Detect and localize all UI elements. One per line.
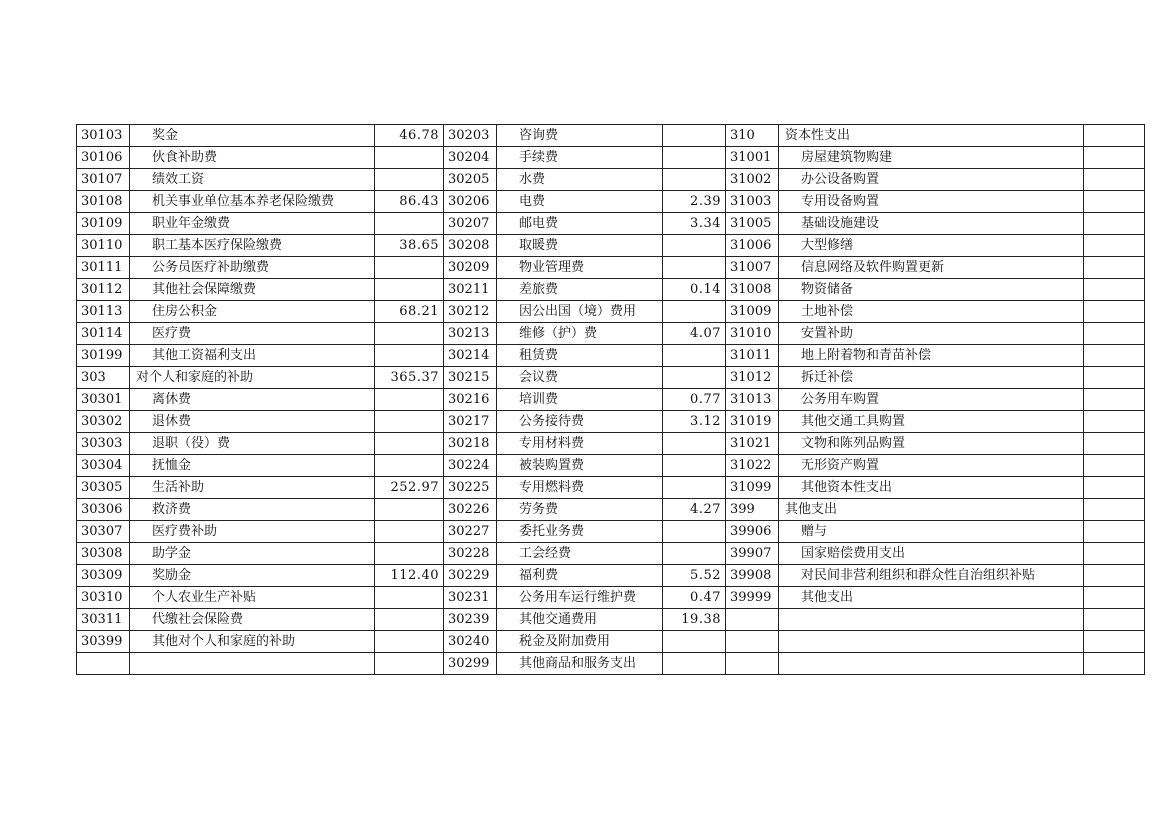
account-code-cell: 31003: [726, 191, 779, 213]
account-name-cell: 拆迁补偿: [779, 367, 1084, 389]
amount-cell: [375, 345, 444, 367]
account-code-cell: 30311: [77, 609, 130, 631]
amount-cell: [663, 147, 726, 169]
account-name-cell: 专用设备购置: [779, 191, 1084, 213]
account-name-cell: 退休费: [130, 411, 375, 433]
account-name-cell: 维修（护）费: [497, 323, 663, 345]
account-code-cell: 30216: [444, 389, 497, 411]
table-row: [77, 521, 1145, 543]
amount-cell: [1084, 587, 1145, 609]
table-row: [77, 191, 1145, 213]
account-name-cell: 其他支出: [779, 587, 1084, 609]
account-name-cell: 租赁费: [497, 345, 663, 367]
account-name-cell: 资本性支出: [779, 125, 1084, 147]
account-code-cell: 30310: [77, 587, 130, 609]
table-row: [77, 565, 1145, 587]
amount-cell: [375, 411, 444, 433]
account-code-cell: 30112: [77, 279, 130, 301]
amount-cell: 68.21: [375, 301, 444, 323]
amount-cell: [663, 367, 726, 389]
amount-cell: [1084, 191, 1145, 213]
account-name-cell: 离休费: [130, 389, 375, 411]
account-name-cell: [779, 609, 1084, 631]
account-code-cell: 30213: [444, 323, 497, 345]
account-name-cell: 大型修缮: [779, 235, 1084, 257]
amount-cell: 86.43: [375, 191, 444, 213]
account-code-cell: 30226: [444, 499, 497, 521]
account-name-cell: [130, 653, 375, 675]
account-name-cell: 邮电费: [497, 213, 663, 235]
account-name-cell: 伙食补助费: [130, 147, 375, 169]
table-row: [77, 323, 1145, 345]
account-name-cell: 劳务费: [497, 499, 663, 521]
account-code-cell: 30227: [444, 521, 497, 543]
account-code-cell: 30229: [444, 565, 497, 587]
table-row: [77, 345, 1145, 367]
account-code-cell: [726, 653, 779, 675]
account-code-cell: 30108: [77, 191, 130, 213]
account-code-cell: 30299: [444, 653, 497, 675]
account-code-cell: 31099: [726, 477, 779, 499]
account-code-cell: 31019: [726, 411, 779, 433]
amount-cell: [1084, 367, 1145, 389]
account-name-cell: 抚恤金: [130, 455, 375, 477]
account-name-cell: [779, 653, 1084, 675]
account-name-cell: 差旅费: [497, 279, 663, 301]
amount-cell: [1084, 345, 1145, 367]
amount-cell: [375, 653, 444, 675]
table-row: [77, 389, 1145, 411]
account-name-cell: 基础设施建设: [779, 213, 1084, 235]
table-row: [77, 213, 1145, 235]
account-name-cell: 其他社会保障缴费: [130, 279, 375, 301]
amount-cell: [663, 235, 726, 257]
account-name-cell: 物资储备: [779, 279, 1084, 301]
amount-cell: 2.39: [663, 191, 726, 213]
account-name-cell: 住房公积金: [130, 301, 375, 323]
account-name-cell: 委托业务费: [497, 521, 663, 543]
account-name-cell: 工会经费: [497, 543, 663, 565]
account-code-cell: 30231: [444, 587, 497, 609]
table-row: [77, 169, 1145, 191]
table-row: [77, 235, 1145, 257]
account-code-cell: 30204: [444, 147, 497, 169]
account-code-cell: 30399: [77, 631, 130, 653]
amount-cell: [375, 499, 444, 521]
account-code-cell: 31010: [726, 323, 779, 345]
amount-cell: 5.52: [663, 565, 726, 587]
account-code-cell: 31022: [726, 455, 779, 477]
account-code-cell: 399: [726, 499, 779, 521]
amount-cell: [375, 213, 444, 235]
amount-cell: 0.47: [663, 587, 726, 609]
table-row: [77, 455, 1145, 477]
account-name-cell: 职业年金缴费: [130, 213, 375, 235]
account-code-cell: 31007: [726, 257, 779, 279]
amount-cell: 3.12: [663, 411, 726, 433]
table-row: [77, 147, 1145, 169]
table-row: [77, 411, 1145, 433]
amount-cell: [1084, 147, 1145, 169]
amount-cell: [1084, 411, 1145, 433]
amount-cell: [663, 169, 726, 191]
account-name-cell: 取暖费: [497, 235, 663, 257]
account-code-cell: 30303: [77, 433, 130, 455]
account-name-cell: 专用材料费: [497, 433, 663, 455]
amount-cell: [1084, 323, 1145, 345]
account-name-cell: 公务接待费: [497, 411, 663, 433]
account-code-cell: 30214: [444, 345, 497, 367]
account-code-cell: 31008: [726, 279, 779, 301]
amount-cell: 4.07: [663, 323, 726, 345]
account-code-cell: 30305: [77, 477, 130, 499]
account-name-cell: 会议费: [497, 367, 663, 389]
amount-cell: [375, 279, 444, 301]
table-row: [77, 631, 1145, 653]
amount-cell: [375, 147, 444, 169]
amount-cell: [1084, 279, 1145, 301]
amount-cell: 365.37: [375, 367, 444, 389]
amount-cell: 0.77: [663, 389, 726, 411]
amount-cell: [1084, 169, 1145, 191]
account-code-cell: 30199: [77, 345, 130, 367]
account-code-cell: 30203: [444, 125, 497, 147]
account-name-cell: 地上附着物和青苗补偿: [779, 345, 1084, 367]
account-code-cell: 30208: [444, 235, 497, 257]
account-name-cell: 电费: [497, 191, 663, 213]
table-row: [77, 653, 1145, 675]
account-code-cell: 30228: [444, 543, 497, 565]
account-code-cell: 39999: [726, 587, 779, 609]
account-name-cell: 因公出国（境）费用: [497, 301, 663, 323]
table-row: [77, 477, 1145, 499]
account-code-cell: 30106: [77, 147, 130, 169]
account-code-cell: 30107: [77, 169, 130, 191]
account-name-cell: 其他交通工具购置: [779, 411, 1084, 433]
amount-cell: [1084, 653, 1145, 675]
account-code-cell: 30113: [77, 301, 130, 323]
account-code-cell: 31009: [726, 301, 779, 323]
account-name-cell: 被装购置费: [497, 455, 663, 477]
account-code-cell: 39906: [726, 521, 779, 543]
account-name-cell: 公务用车购置: [779, 389, 1084, 411]
amount-cell: [663, 521, 726, 543]
account-code-cell: 30307: [77, 521, 130, 543]
table-row: [77, 499, 1145, 521]
amount-cell: [663, 257, 726, 279]
account-code-cell: 31006: [726, 235, 779, 257]
account-name-cell: 奖金: [130, 125, 375, 147]
amount-cell: [375, 609, 444, 631]
amount-cell: [663, 477, 726, 499]
account-code-cell: 30309: [77, 565, 130, 587]
amount-cell: [375, 455, 444, 477]
amount-cell: [1084, 389, 1145, 411]
account-code-cell: 303: [77, 367, 130, 389]
amount-cell: [663, 345, 726, 367]
amount-cell: 252.97: [375, 477, 444, 499]
table-row: [77, 609, 1145, 631]
amount-cell: [375, 433, 444, 455]
account-name-cell: [779, 631, 1084, 653]
account-code-cell: 30304: [77, 455, 130, 477]
account-code-cell: 31011: [726, 345, 779, 367]
account-name-cell: 医疗费: [130, 323, 375, 345]
account-name-cell: 咨询费: [497, 125, 663, 147]
account-name-cell: 对民间非营利组织和群众性自治组织补贴: [779, 565, 1084, 587]
amount-cell: [663, 543, 726, 565]
account-code-cell: 30225: [444, 477, 497, 499]
amount-cell: [1084, 455, 1145, 477]
amount-cell: [375, 169, 444, 191]
account-name-cell: 其他对个人和家庭的补助: [130, 631, 375, 653]
amount-cell: [375, 257, 444, 279]
account-code-cell: 31021: [726, 433, 779, 455]
account-name-cell: 培训费: [497, 389, 663, 411]
table-row: [77, 367, 1145, 389]
account-code-cell: 31001: [726, 147, 779, 169]
amount-cell: [663, 631, 726, 653]
account-name-cell: 文物和陈列品购置: [779, 433, 1084, 455]
amount-cell: [1084, 235, 1145, 257]
account-name-cell: 其他支出: [779, 499, 1084, 521]
account-name-cell: 赠与: [779, 521, 1084, 543]
amount-cell: [1084, 125, 1145, 147]
account-name-cell: 信息网络及软件购置更新: [779, 257, 1084, 279]
account-code-cell: 39908: [726, 565, 779, 587]
account-name-cell: 福利费: [497, 565, 663, 587]
account-code-cell: 30218: [444, 433, 497, 455]
table-row: [77, 587, 1145, 609]
account-code-cell: 30109: [77, 213, 130, 235]
account-name-cell: 奖励金: [130, 565, 375, 587]
account-code-cell: [77, 653, 130, 675]
account-code-cell: 30212: [444, 301, 497, 323]
amount-cell: [375, 521, 444, 543]
table-row: [77, 125, 1145, 147]
account-code-cell: 30302: [77, 411, 130, 433]
account-code-cell: 30224: [444, 455, 497, 477]
account-code-cell: 310: [726, 125, 779, 147]
account-name-cell: 办公设备购置: [779, 169, 1084, 191]
account-code-cell: 31002: [726, 169, 779, 191]
account-name-cell: 其他工资福利支出: [130, 345, 375, 367]
amount-cell: 19.38: [663, 609, 726, 631]
amount-cell: [375, 543, 444, 565]
amount-cell: [375, 323, 444, 345]
amount-cell: [375, 587, 444, 609]
account-code-cell: 30306: [77, 499, 130, 521]
account-name-cell: 无形资产购置: [779, 455, 1084, 477]
amount-cell: [663, 301, 726, 323]
account-name-cell: 医疗费补助: [130, 521, 375, 543]
amount-cell: [1084, 433, 1145, 455]
account-name-cell: 退职（役）费: [130, 433, 375, 455]
account-code-cell: [726, 631, 779, 653]
account-name-cell: 水费: [497, 169, 663, 191]
account-name-cell: 房屋建筑物购建: [779, 147, 1084, 169]
amount-cell: [1084, 521, 1145, 543]
amount-cell: 3.34: [663, 213, 726, 235]
account-code-cell: 30209: [444, 257, 497, 279]
account-name-cell: 手续费: [497, 147, 663, 169]
amount-cell: [1084, 301, 1145, 323]
amount-cell: 46.78: [375, 125, 444, 147]
account-code-cell: 39907: [726, 543, 779, 565]
amount-cell: 4.27: [663, 499, 726, 521]
account-code-cell: 31005: [726, 213, 779, 235]
account-name-cell: 其他资本性支出: [779, 477, 1084, 499]
amount-cell: 38.65: [375, 235, 444, 257]
account-code-cell: 31012: [726, 367, 779, 389]
account-name-cell: 安置补助: [779, 323, 1084, 345]
amount-cell: 0.14: [663, 279, 726, 301]
account-code-cell: 30215: [444, 367, 497, 389]
amount-cell: [1084, 499, 1145, 521]
account-code-cell: [726, 609, 779, 631]
account-code-cell: 30206: [444, 191, 497, 213]
amount-cell: [1084, 213, 1145, 235]
account-name-cell: 助学金: [130, 543, 375, 565]
account-code-cell: 30239: [444, 609, 497, 631]
amount-cell: [1084, 543, 1145, 565]
amount-cell: [1084, 477, 1145, 499]
amount-cell: [1084, 609, 1145, 631]
account-code-cell: 30308: [77, 543, 130, 565]
account-code-cell: 30207: [444, 213, 497, 235]
account-code-cell: 30111: [77, 257, 130, 279]
account-name-cell: 生活补助: [130, 477, 375, 499]
account-name-cell: 绩效工资: [130, 169, 375, 191]
table-row: [77, 543, 1145, 565]
amount-cell: [663, 433, 726, 455]
account-name-cell: 代缴社会保险费: [130, 609, 375, 631]
account-name-cell: 对个人和家庭的补助: [130, 367, 375, 389]
budget-table: [76, 124, 1145, 675]
amount-cell: [1084, 565, 1145, 587]
amount-cell: [1084, 631, 1145, 653]
amount-cell: [1084, 257, 1145, 279]
account-name-cell: 国家赔偿费用支出: [779, 543, 1084, 565]
account-code-cell: 31013: [726, 389, 779, 411]
account-name-cell: 其他商品和服务支出: [497, 653, 663, 675]
account-name-cell: 土地补偿: [779, 301, 1084, 323]
account-code-cell: 30103: [77, 125, 130, 147]
table-row: [77, 279, 1145, 301]
table-row: [77, 257, 1145, 279]
account-name-cell: 个人农业生产补贴: [130, 587, 375, 609]
account-code-cell: 30205: [444, 169, 497, 191]
account-code-cell: 30211: [444, 279, 497, 301]
table-row: [77, 433, 1145, 455]
account-name-cell: 其他交通费用: [497, 609, 663, 631]
account-name-cell: 职工基本医疗保险缴费: [130, 235, 375, 257]
amount-cell: [375, 389, 444, 411]
account-name-cell: 救济费: [130, 499, 375, 521]
account-name-cell: 机关事业单位基本养老保险缴费: [130, 191, 375, 213]
amount-cell: [663, 653, 726, 675]
account-code-cell: 30110: [77, 235, 130, 257]
amount-cell: [663, 125, 726, 147]
account-name-cell: 税金及附加费用: [497, 631, 663, 653]
account-name-cell: 公务用车运行维护费: [497, 587, 663, 609]
amount-cell: [663, 455, 726, 477]
account-code-cell: 30301: [77, 389, 130, 411]
table-body: [77, 125, 1145, 675]
account-name-cell: 专用燃料费: [497, 477, 663, 499]
account-code-cell: 30240: [444, 631, 497, 653]
account-name-cell: 公务员医疗补助缴费: [130, 257, 375, 279]
amount-cell: 112.40: [375, 565, 444, 587]
table-row: [77, 301, 1145, 323]
account-name-cell: 物业管理费: [497, 257, 663, 279]
amount-cell: [375, 631, 444, 653]
account-code-cell: 30114: [77, 323, 130, 345]
account-code-cell: 30217: [444, 411, 497, 433]
